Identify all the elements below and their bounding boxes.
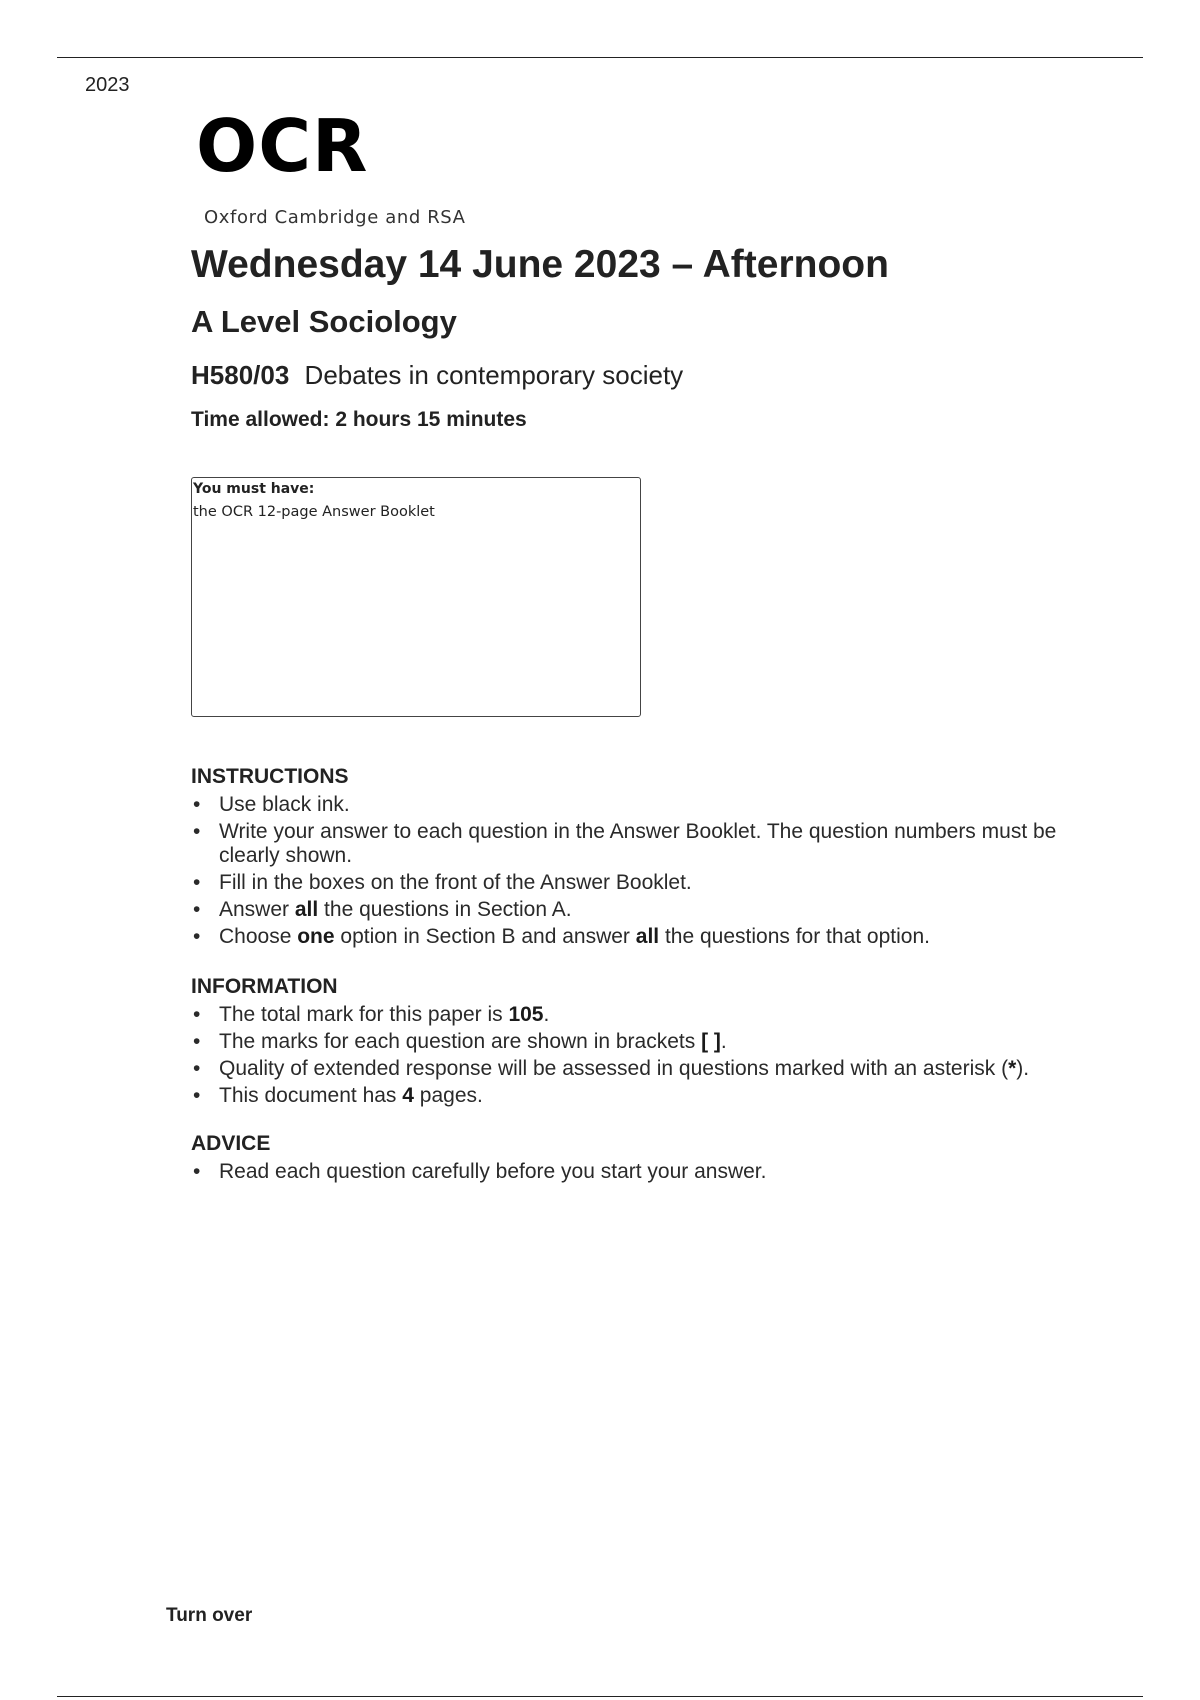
- advice-heading: ADVICE: [191, 1132, 271, 1155]
- top-rule: [57, 57, 1143, 58]
- must-have-item: the OCR 12-page Answer Booklet: [193, 504, 435, 520]
- paper-line: [191, 360, 683, 391]
- must-have-box: [191, 477, 641, 717]
- text-run: The marks for each question are shown in brackets: [219, 1030, 702, 1053]
- text-run: Use black ink.: [219, 793, 350, 816]
- list-item: [191, 1003, 1091, 1027]
- bullet-icon: •: [193, 871, 201, 894]
- bullet-icon: •: [193, 1030, 201, 1053]
- exam-date: Wednesday 14 June 2023 – Afternoon: [191, 243, 889, 286]
- bold-text: *: [1008, 1057, 1017, 1080]
- bold-text: all: [294, 898, 319, 921]
- time-allowed: Time allowed: 2 hours 15 minutes: [191, 408, 527, 431]
- text-run: Write your answer to each question in the Answer Booklet. The question numbers must be clearly shown.: [219, 820, 1057, 867]
- list-item: [191, 898, 1091, 922]
- ocr-logo-tagline: Oxford Cambridge and RSA: [204, 207, 466, 228]
- bullet-icon: •: [193, 1057, 201, 1080]
- text-run: Read each question carefully before you start your answer.: [219, 1160, 767, 1183]
- bold-text: 105: [508, 1003, 544, 1026]
- information-section: [191, 975, 1091, 1111]
- exam-subject: A Level Sociology: [191, 304, 457, 339]
- list-item: [191, 1030, 1091, 1054]
- bullet-icon: •: [193, 793, 201, 816]
- list-item: [191, 1160, 1091, 1184]
- text-run: Fill in the boxes on the front of the Answer Booklet.: [219, 871, 692, 894]
- instructions-heading: INSTRUCTIONS: [191, 765, 349, 788]
- text-run: Quality of extended response will be assessed in questions marked with an asterisk (: [219, 1057, 1009, 1080]
- text-run: This document has: [219, 1084, 403, 1107]
- list-item: [191, 1057, 1091, 1081]
- list-item: [191, 793, 1091, 817]
- text-run: The total mark for this paper is: [219, 1003, 509, 1026]
- bold-text: one: [297, 925, 335, 948]
- advice-list: [191, 1160, 1091, 1184]
- information-list: [191, 1003, 1091, 1108]
- list-item: [191, 820, 1091, 868]
- bullet-icon: •: [193, 925, 201, 948]
- text-run: Answer: [219, 898, 295, 921]
- text-run: the questions for that option.: [659, 925, 930, 948]
- bullet-icon: •: [193, 820, 201, 843]
- text-run: pages.: [413, 1084, 483, 1107]
- bullet-icon: •: [193, 1084, 201, 1107]
- bullet-icon: •: [193, 898, 201, 921]
- year-label: 2023: [85, 74, 130, 96]
- instructions-list: [191, 793, 1091, 949]
- text-run: ).: [1016, 1057, 1030, 1080]
- paper-code: H580/03: [191, 360, 290, 390]
- ocr-logo: OCR: [196, 104, 369, 188]
- turn-over-label: Turn over: [166, 1605, 253, 1626]
- bullet-icon: •: [193, 1160, 201, 1183]
- must-have-title: You must have:: [193, 481, 315, 497]
- bold-text: [ ]: [701, 1030, 721, 1053]
- advice-section: [191, 1132, 1091, 1187]
- information-heading: INFORMATION: [191, 975, 338, 998]
- paper-title: Debates in contemporary society: [304, 360, 684, 390]
- bottom-rule: [57, 1696, 1143, 1697]
- text-run: .: [720, 1030, 727, 1053]
- list-item: [191, 1084, 1091, 1108]
- text-run: Choose: [219, 925, 298, 948]
- text-run: .: [543, 1003, 550, 1026]
- text-run: the questions in Section A.: [318, 898, 572, 921]
- text-run: option in Section B and answer: [334, 925, 636, 948]
- list-item: [191, 871, 1091, 895]
- bold-text: all: [635, 925, 660, 948]
- bullet-icon: •: [193, 1003, 201, 1026]
- instructions-section: [191, 765, 1091, 952]
- list-item: [191, 925, 1091, 949]
- bold-text: 4: [402, 1084, 414, 1107]
